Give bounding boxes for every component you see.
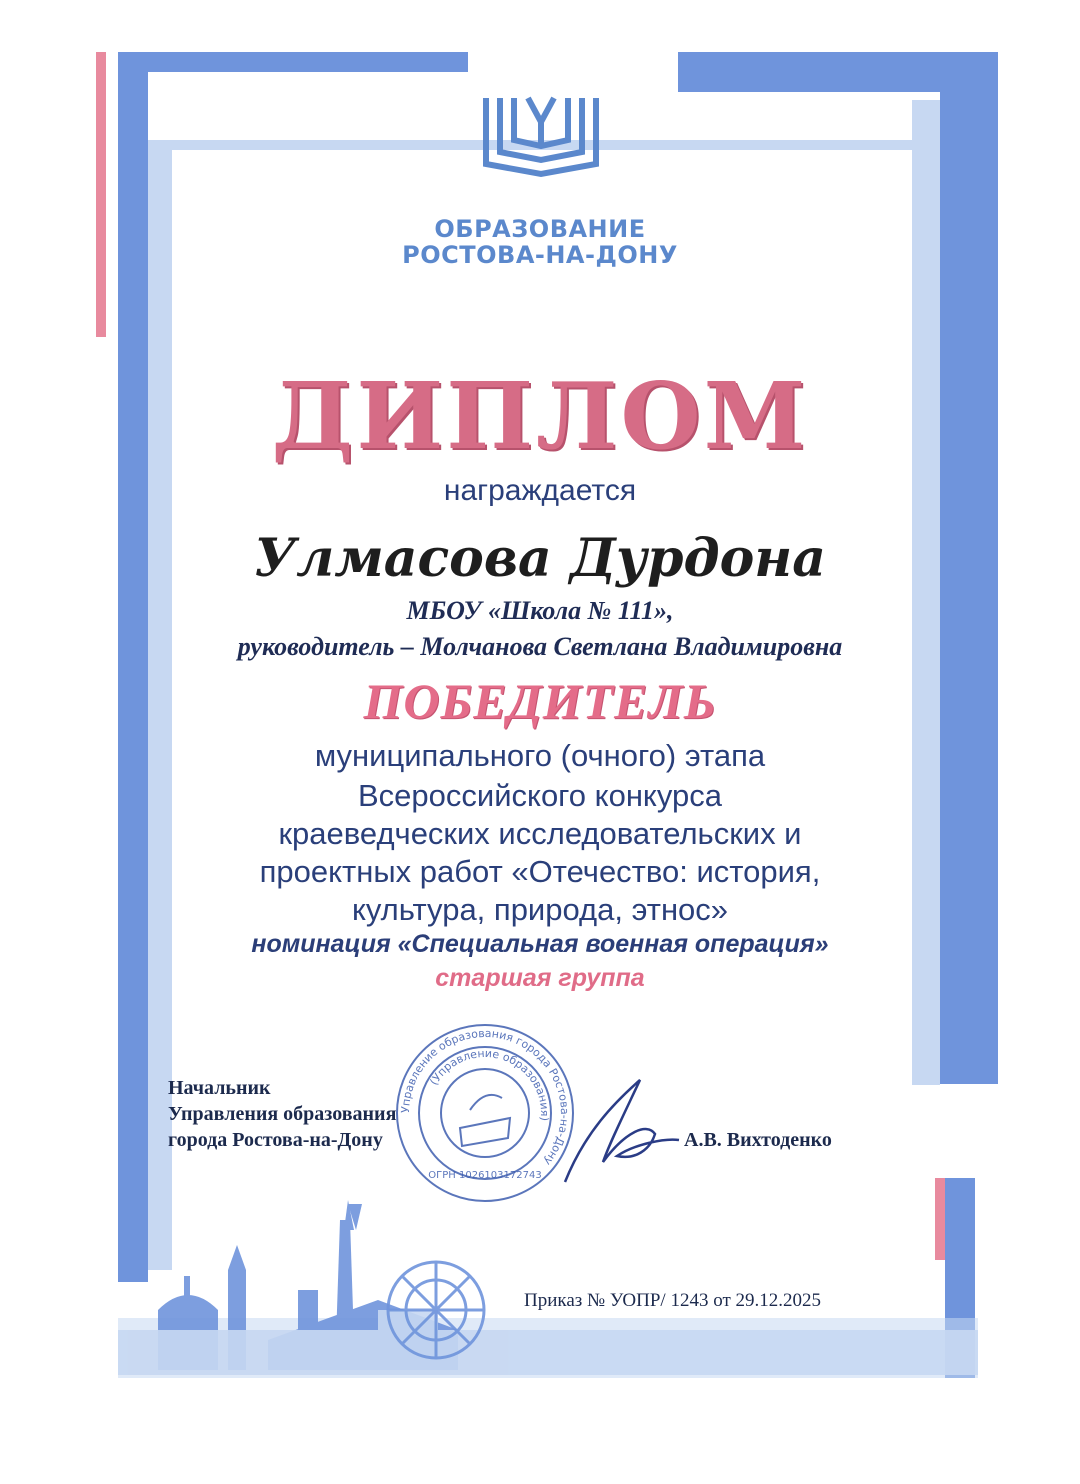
awarded-text: награждается [443,474,637,507]
nomination: номинация «Специальная военная операция» [251,930,829,958]
frame-top-left-bar [118,52,468,72]
book-logo-icon [478,92,604,188]
recipient-leader: руководитель – Молчанова Светлана Владимировна [237,632,843,661]
signatory-title-line3: города Ростова-на-Дону [168,1129,383,1151]
signatory-title-line2: Управления образования [168,1103,397,1125]
recipient-name: Улмасова Дурдона [254,528,826,589]
seal-inner-text: (Управление образования) [427,1046,552,1122]
frame-left-pink-strip [96,52,106,337]
winner-status: ПОБЕДИТЕЛЬ [363,673,717,729]
handwritten-signature [555,1072,685,1192]
signatory-name: А.В. Вихтоденко [684,1129,832,1151]
age-group: старшая группа [435,964,645,992]
official-seal-stamp [390,1018,580,1208]
logo-caption-line1: ОБРАЗОВАНИЕ [434,215,646,243]
diploma-title: ДИПЛОМ [271,362,809,470]
contest-line-5: культура, природа, этнос» [351,892,729,927]
contest-line-1: муниципального (очного) этапа [314,738,766,773]
contest-line-4: проектных работ «Отечество: история, [259,854,821,889]
order-reference: Приказ № УОПР/ 1243 от 29.12.2025 [524,1290,821,1311]
contest-line-3: краеведческих исследовательских и [278,816,802,851]
contest-line-2: Всероссийского конкурса [358,778,722,813]
city-skyline-illustration [118,1190,978,1380]
logo-caption-line2: РОСТОВА-НА-ДОНУ [402,241,678,269]
seal-outer-text: Управление образования города Ростова-на-Дону [398,1026,572,1168]
signatory-title-line1: Начальник [168,1077,271,1099]
seal-number-text: ОГРН 1026103172743 [428,1170,542,1181]
recipient-school: МБОУ «Школа № 111», [406,596,674,625]
svg-text:(Управление образования) [427,1047,551,1122]
